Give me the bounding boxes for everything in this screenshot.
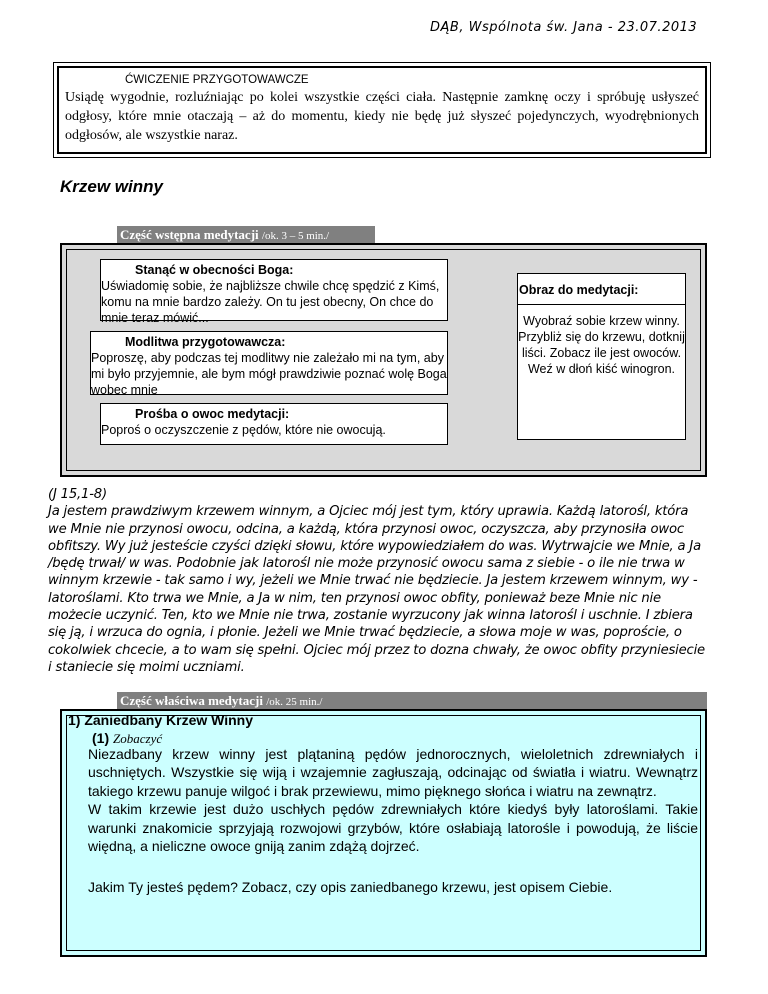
presence-box [100,259,448,325]
main-section-duration: /ok. 25 min./ [266,696,323,708]
meditation-paragraph-1: Niezadbany krzew winny jest plątaniną pędów jednorocznych, wieloletnich zdrewniałych i uschniętych. Wszystkie się wiją i wzajemnie zagłuszają, odcinając od światła i wiatru. Wewnątrz takiego krzewu panuje wilgoć i brak przewiewu, mimo pięknego słońca i wiatru na zewnątrz. [88,746,698,799]
preparatory-text: Usiądę wygodnie, rozluźniając po kolei wszystkie części ciała. Następnie zamknę oczy i spróbuję usłyszeć odgłosy, które mnie otaczają – aż do momentu, kiedy nie będę już słyszeć pojedynczych, wyodrębnionych odgłosów, ale wszystkie naraz. [65,90,699,143]
intro-section-label: Część wstępna medytacji [120,227,259,242]
subpoint-number: (1) [92,730,110,746]
page-title: Krzew winny [60,177,163,196]
document-header: DĄB, Wspólnota św. Jana - 23.07.2013 [430,20,698,35]
meditation-paragraph-2: W takim krzewie jest dużo uschłych pędów zdrewniałych które kiedyś były latoroślami. Takie warunki znakomicie sprzyjają rozwojowi grzybów, które osłabiają latorośle i powodują, że liście więdną, a nieliczne owoce gniją zanim zdążą dojrzeć. [88,801,698,855]
scripture-reference: (J 15,1-8) [48,487,107,502]
intro-section-duration: /ok. 3 – 5 min./ [261,230,330,242]
prayer-box [90,331,448,395]
subpoint-label: Zobaczyć [113,731,163,746]
presence-text: Uświadomię sobie, że najbliższe chwile chcę spędzić z Kimś, komu na mnie bardzo zależy. On tu jest obecny, On chce do mnie teraz mówić... [101,279,440,325]
meditation-point-title: 1) Zaniedbany Krzew Winny [68,712,254,728]
request-heading: Prośba o owoc medytacji: [135,407,290,421]
meditation-text [88,745,698,855]
preparatory-exercise-box [57,66,707,154]
intro-section-bar [117,226,375,243]
prayer-text: Poproszę, aby podczas tej modlitwy nie zależało mi na tym, aby mi było przyjemnie, ale bym mógł prawdziwie poznać wolę Boga wobec mnie [91,351,447,397]
preparatory-heading: ĆWICZENIE PRZYGOTOWAWCZE [125,74,309,86]
meditation-image-box [517,273,686,440]
main-section-label: Część właściwa medytacji [120,693,263,708]
meditation-image-heading: Obraz do medytacji: [519,283,639,297]
main-section-bar [117,692,707,709]
intro-frame [60,243,707,477]
meditation-image-text: Wyobraź sobie krzew winny. Przybliż się do krzewu, dotknij liści. Zobacz ile jest owoców. Weź w dłoń kiść winogron. [518,314,685,376]
presence-heading: Stanąć w obecności Boga: [135,263,294,277]
scripture-text: Ja jestem prawdziwym krzewem winnym, a Ojciec mój jest tym, który uprawia. Każdą latorośl, która we Mnie nie przynosi owocu, odcina, a każdą, która przynosi owoc, oczyszcza, aby przynosiła owoc obfitszy. Wy już jesteście czyści dzięki słowu, które wypowiedziałem do was. Wytrwajcie we Mnie, a Ja /będę trwał/ w was. Podobnie jak latorośl nie może przynosić owocu sama z siebie - o ile nie trwa w winnym krzewie - tak samo i wy, jeżeli we Mnie trwać nie będziecie. Ja jestem krzewem winnym, wy - latoroślami. Kto trwa we Mnie, a Ja w nim, ten przynosi owoc obfity, ponieważ beze Mnie nic nie możecie uczynić. Ten, kto we Mnie nie trwa, zostanie wyrzucony jak winna latorośl i uschnie. I zbiera się ją, i wrzuca do ognia, i płonie. Jeżeli we Mnie trwać będziecie, a słowa moje w was, poproście, o cokolwiek chcecie, a to wam się spełni. Ojciec mój przez to dozna chwały, że owoc obfity przyniesiecie i staniecie się moimi uczniami. [48,504,705,675]
prayer-heading: Modlitwa przygotowawcza: [125,335,286,349]
meditation-question: Jakim Ty jesteś pędem? Zobacz, czy opis zaniedbanego krzewu, jest opisem Ciebie. [88,879,613,895]
scripture-passage [48,486,708,676]
request-box [100,403,448,445]
meditation-point-box [60,709,707,957]
request-text: Poproś o oczyszczenie z pędów, które nie owocują. [101,423,386,437]
